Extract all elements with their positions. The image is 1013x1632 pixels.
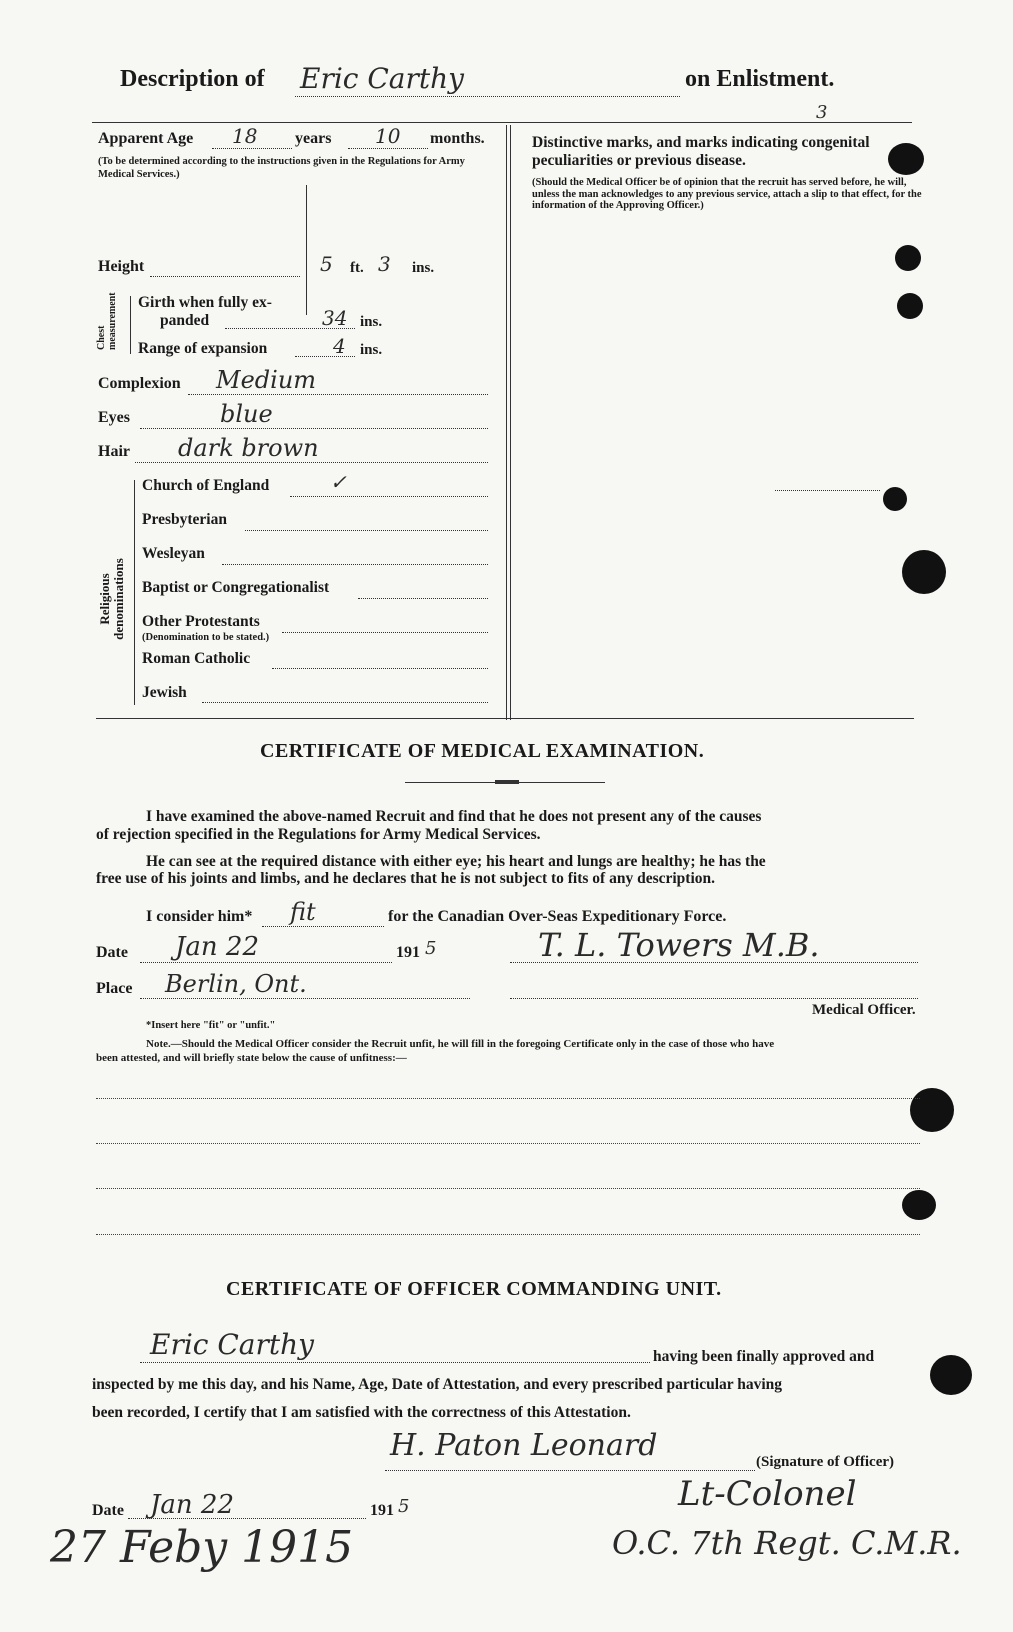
- eyes-line: [140, 428, 488, 429]
- age-label: Apparent Age: [98, 130, 194, 147]
- ink-blot: [883, 487, 907, 511]
- commanding-name-line: [140, 1362, 650, 1363]
- place-line-right: [510, 998, 918, 999]
- age-years-line: [212, 148, 292, 149]
- commanding-date-label: Date: [92, 1502, 124, 1519]
- marks-heading-2: peculiarities or previous disease.: [532, 152, 746, 169]
- religion-mark: ✓: [330, 470, 347, 494]
- ink-blot: [888, 143, 924, 175]
- complexion-line: [188, 394, 488, 395]
- commanding-line2: inspected by me this day, and his Name, Age, Date of Attestation, and every prescribed particular having: [92, 1376, 783, 1393]
- ink-blot: [895, 245, 921, 271]
- marks-scribble: [775, 490, 880, 491]
- enlistment-date-annotation: 27 Feby 1915: [50, 1522, 354, 1573]
- commanding-year-digit: 5: [398, 1496, 410, 1517]
- range-unit: ins.: [360, 342, 383, 358]
- age-note: (To be determined according to the instructions given in the Regulations for Army Medical Services.): [98, 156, 465, 180]
- note-a: Note.—Should the Medical Officer consider the Recruit unfit, he will fill in the foregoing Certificate only in the case of those who have: [146, 1038, 775, 1050]
- consider-label: I consider him*: [146, 908, 253, 925]
- commanding-heading: CERTIFICATE OF OFFICER COMMANDING UNIT.: [226, 1278, 722, 1300]
- column-divider: [506, 125, 507, 720]
- commanding-signature-label: (Signature of Officer): [756, 1454, 895, 1470]
- section-rule: [96, 718, 914, 719]
- religion-wesleyan: Wesleyan: [142, 545, 205, 562]
- unfitness-line: [96, 1188, 920, 1189]
- fit-line: [262, 926, 384, 927]
- other-protestants-note: (Denomination to be stated.): [142, 632, 270, 643]
- religion-jewish: Jewish: [142, 684, 187, 701]
- place-value: Berlin, Ont.: [165, 970, 307, 998]
- commanding-rank: Lt-Colonel: [678, 1474, 857, 1514]
- unfitness-line: [96, 1234, 920, 1235]
- height-ft: 5: [320, 252, 333, 276]
- medical-year-prefix: 191: [396, 944, 420, 961]
- religion-line: [245, 530, 488, 531]
- girth-value: 34: [322, 306, 348, 330]
- months-label: months.: [430, 130, 485, 147]
- hair-line: [135, 462, 488, 463]
- religion-line: [222, 564, 488, 565]
- religion-line: [358, 598, 488, 599]
- age-years: 18: [232, 124, 258, 148]
- note-b: been attested, and will briefly state below the cause of unfitness:—: [96, 1052, 407, 1064]
- place-line: [140, 998, 470, 999]
- title-prefix: Description of: [120, 66, 265, 92]
- years-label: years: [295, 130, 332, 147]
- religion-church-of-england: Church of England: [142, 477, 270, 494]
- name-line: [295, 96, 680, 97]
- medical-date-value: Jan 22: [175, 932, 260, 962]
- religion-bracket: [134, 480, 135, 705]
- fit-value: fit: [290, 898, 316, 926]
- age-months: 10: [375, 124, 401, 148]
- medical-date-label: Date: [96, 944, 128, 961]
- religion-presbyterian: Presbyterian: [142, 511, 227, 528]
- height-ins: 3: [378, 252, 391, 276]
- commanding-signature-line: [385, 1470, 755, 1471]
- commanding-line3: been recorded, I certify that I am satisfied with the correctness of this Attestation.: [92, 1404, 631, 1421]
- commanding-name: Eric Carthy: [150, 1328, 314, 1361]
- medical-year-digit: 5: [425, 938, 437, 959]
- commanding-unit: O.C. 7th Regt. C.M.R.: [612, 1524, 962, 1562]
- ft-label: ft.: [350, 260, 364, 276]
- medical-para1-a: I have examined the above-named Recruit and find that he does not present any of the causes: [146, 808, 762, 825]
- insert-note: *Insert here "fit" or "unfit.": [146, 1020, 276, 1031]
- unfitness-line: [96, 1098, 920, 1099]
- marks-note: (Should the Medical Officer be of opinion that the recruit has served before, he will, unless the man acknowledges to any previous service, attach a slip to that effect, for the information of the Approving Officer.): [532, 177, 922, 211]
- religion-other-protestants: Other Protestants: [142, 613, 260, 630]
- marks-heading-1: Distinctive marks, and marks indicating congenital: [532, 134, 870, 151]
- religion-label: Religious denominations: [97, 558, 126, 640]
- medical-officer-label: Medical Officer.: [812, 1002, 916, 1018]
- medical-officer-signature: T. L. Towers M.B.: [538, 926, 820, 964]
- religion-baptist: Baptist or Congregationalist: [142, 579, 330, 596]
- range-line: [295, 356, 355, 357]
- medical-date-line: [140, 962, 392, 963]
- consider-post: for the Canadian Over-Seas Expeditionary Force.: [388, 908, 727, 925]
- commanding-line1: having been finally approved and: [653, 1348, 875, 1365]
- height-line: [150, 276, 300, 277]
- medical-para1-b: of rejection specified in the Regulations for Army Medical Services.: [96, 826, 541, 843]
- signature-line: [510, 962, 918, 963]
- age-months-line: [348, 148, 428, 149]
- commanding-date-value: Jan 22: [150, 1490, 235, 1520]
- complexion-value: Medium: [216, 366, 317, 394]
- girth-unit: ins.: [360, 314, 383, 330]
- title-suffix: on Enlistment.: [685, 66, 835, 92]
- religion-line: [282, 632, 488, 633]
- ink-blot: [897, 293, 923, 319]
- girth-label-2: panded: [160, 312, 210, 329]
- unfitness-line: [96, 1143, 920, 1144]
- header-rule: [92, 122, 912, 123]
- commanding-date-line: [128, 1518, 366, 1519]
- ink-blot: [902, 1190, 936, 1220]
- age-divider: [306, 185, 307, 315]
- range-value: 4: [333, 334, 346, 358]
- commanding-signature: H. Paton Leonard: [390, 1428, 658, 1463]
- heading-underline-center: [495, 780, 519, 784]
- chest-bracket: [130, 296, 131, 354]
- ink-blot: [902, 550, 946, 594]
- recruit-name: Eric Carthy: [300, 62, 464, 95]
- religion-roman-catholic: Roman Catholic: [142, 650, 251, 667]
- range-label: Range of expansion: [138, 340, 268, 357]
- commanding-year-prefix: 191: [370, 1502, 394, 1519]
- hair-label: Hair: [98, 443, 130, 460]
- medical-heading: CERTIFICATE OF MEDICAL EXAMINATION.: [260, 740, 705, 762]
- medical-para2-a: He can see at the required distance with either eye; his heart and lungs are healthy; he has the: [146, 853, 766, 870]
- chest-label: Chest measurement: [96, 292, 118, 350]
- medical-para2-b: free use of his joints and limbs, and he declares that he is not subject to fits of any description.: [96, 870, 716, 887]
- hair-value: dark brown: [178, 434, 319, 462]
- place-label: Place: [96, 980, 133, 997]
- ink-blot: [930, 1355, 972, 1395]
- complexion-label: Complexion: [98, 375, 181, 392]
- religion-line: [290, 496, 488, 497]
- girth-label-1: Girth when fully ex-: [138, 294, 272, 311]
- height-label: Height: [98, 258, 145, 275]
- eyes-label: Eyes: [98, 409, 130, 426]
- eyes-value: blue: [220, 400, 273, 428]
- top-note: 3: [816, 102, 828, 123]
- ink-blot: [910, 1088, 954, 1132]
- column-divider: [510, 125, 511, 720]
- ins-label: ins.: [412, 260, 435, 276]
- religion-line: [202, 702, 488, 703]
- religion-line: [272, 668, 488, 669]
